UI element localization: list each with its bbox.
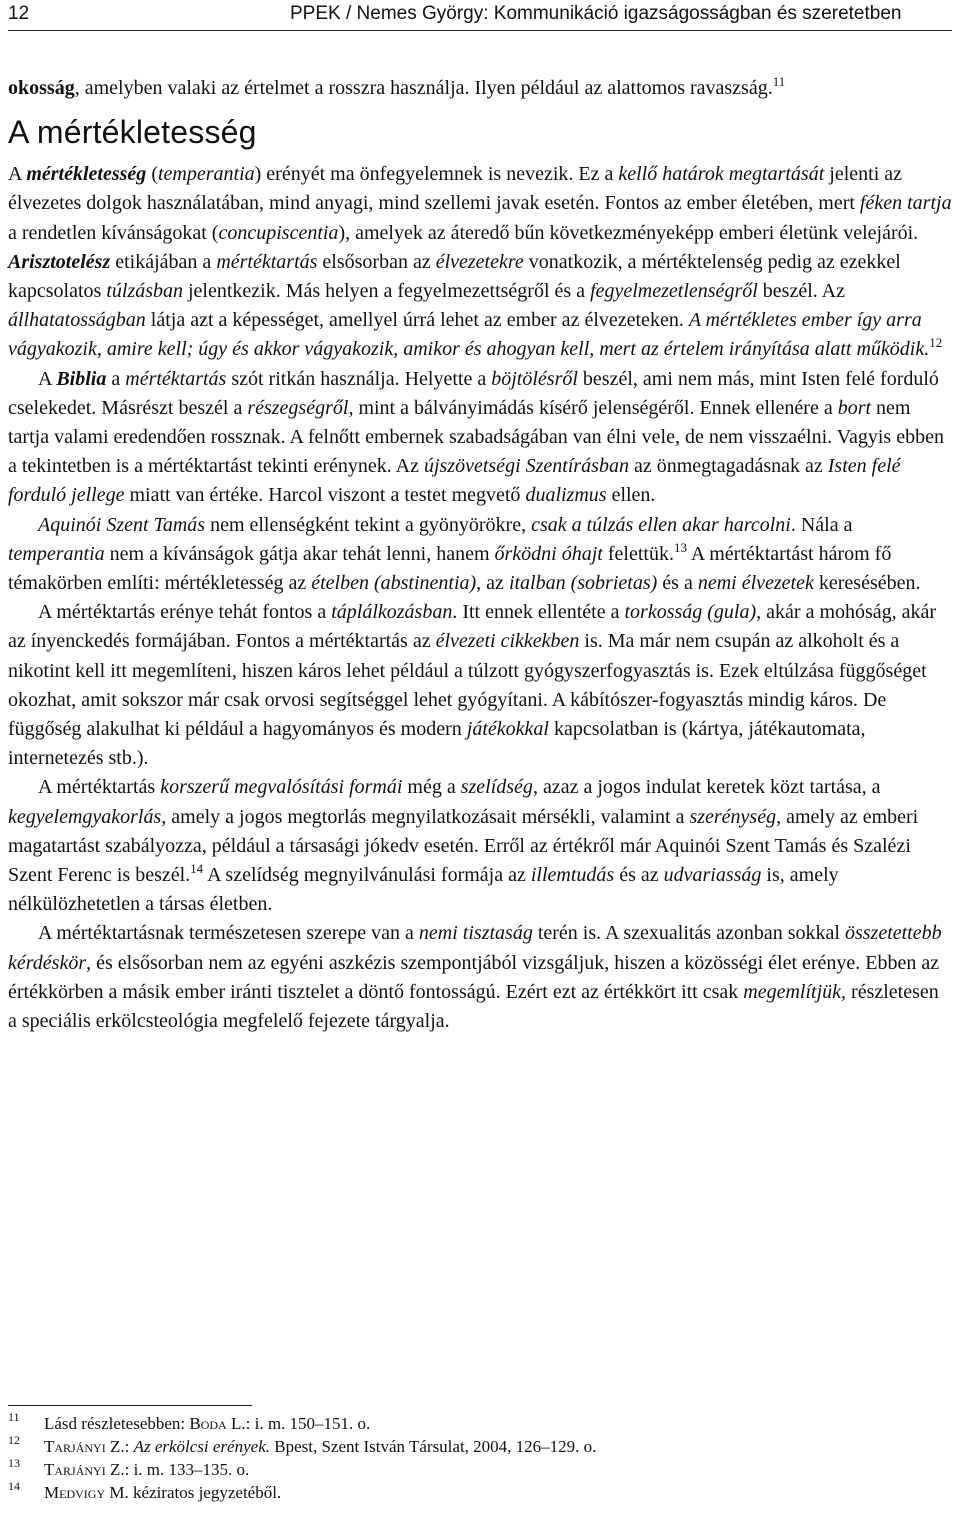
footnote-ref-13: 13 bbox=[673, 539, 687, 555]
footnotes bbox=[8, 1412, 952, 1504]
paragraph-modern-forms: A mértéktartás korszerű megvalósítási formái még a szelídség, azaz a jogos indulat keretek közt tartása, a kegyelemgyakorlás, amely a jogos megtorlás megnyilatkozásait mérsékli, valamint a szerénység, amely az emberi magatartást szabályozza, például a társasági jókedv esetén. Erről az értékről már Aquinói Szent Tamás és Szalézi Szent Ferenc is beszél.$^{14}$ A szelídség megnyilvánulási formája az illemtudás és az udvariasság is, amely nélkülözhetetlen a társas életben. bbox=[8, 776, 919, 916]
paragraph-bible: A Biblia a mértéktartás szót ritkán használja. Helyette a böjtölésről beszél, ami nem más, mint Isten felé forduló cselekedet. Másrészt beszél a részegségről, mint a bálványimádás kísérő jelenségéről. Ennek ellenére a bort nem tartja valami eredendően rossznak. A felnőtt embernek szabadságában van élni vele, de nem visszaélni. Vagyis ebben a tekintetben is a mértéktartást tekinti erénynek. Az újszövetségi Szentírásban az önmegtagadásnak az Isten felé forduló jellege miatt van értéke. Harcol viszont a testet megvető dualizmus ellen. bbox=[8, 367, 944, 507]
continued-term: okosság bbox=[8, 77, 75, 99]
page-number: 12 bbox=[8, 3, 30, 24]
footnote-ref-14: 14 bbox=[190, 861, 204, 877]
continuation-paragraph: okosság, amelyben valaki az értelmet a rosszra használja. Ilyen például az alattomos ravaszság.$^{11}$ bbox=[8, 74, 786, 99]
footnote-14: 14 Medvigy M. kéziratos jegyzetéből. bbox=[8, 1479, 282, 1502]
body-text bbox=[8, 74, 952, 1036]
paragraph-temperance-definition: A mértékletesség (temperantia) erényét ma önfegyelemnek is nevezik. Ez a kellő határok megtartását jelenti az élvezetes dolgok használatában, mind anyagi, mind szellemi javak esetén. Fontos az ember életében, mert féken tartja a rendetlen kívánságokat (concupiscentia), amelyek az áteredő bűn következményeképp emberi életünk velejárói. Arisztotelész etikájában a mértéktartás elsősorban az élvezetekre vonatkozik, a mértéktelenség pedig az ezekkel kapcsolatos túlzásban jelentkezik. Más helyen a fegyelmezettségről és a fegyelmezetlenségről beszél. Az állhatatosságban látja azt a képességet, amellyel úrrá lehet az ember az élvezeteken. A mértékletes ember így arra vágyakozik, amire kell; úgy és akkor vágyakozik, amikor és ahogyan kell, mert az értelem irányítása alatt működik.$^{12}$ bbox=[8, 163, 952, 361]
running-title: PPEK / Nemes György: Kommunikáció igazságosságban és szeretetben bbox=[290, 3, 902, 24]
footnote-12: 12 Tarjányi Z.: Az erkölcsi erények. Bpest, Szent István Társulat, 2004, 126–129. o. bbox=[8, 1433, 597, 1456]
footnote-11: 11 Lásd részletesebben: Boda L.: i. m. 150–151. o. bbox=[8, 1410, 371, 1433]
header-rule bbox=[8, 30, 952, 31]
running-header bbox=[8, 0, 952, 30]
footnote-ref-11: 11 bbox=[772, 74, 786, 89]
paragraph-chastity: A mértéktartásnak természetesen szerepe van a nemi tisztaság terén is. A szexualitás azonban sokkal összetettebb kérdéskör, és elsősorban nem az egyéni aszkézis szempontjából vizsgáljuk, hiszen a közösségi élet erénye. Ebben az értékkörben a másik ember iránti tisztelet a döntő fontosságú. Ezért ezt az értékkört itt csak megemlítjük, részletesen a speciális erkölcsteológia megfelelő fejezete tárgyalja. bbox=[8, 922, 942, 1033]
paragraph-nutrition: A mértéktartás erénye tehát fontos a táplálkozásban. Itt ennek ellentéte a torkosság (gula), akár a mohóság, akár az ínyenckedés formájában. Fontos a mértéktartás az élvezeti cikkekben is. Ma már nem csupán az alkoholt és a nikotint kell itt megemlíteni, hiszen káros lehet például a túlzott gyógyszerfogyasztás is. Ezek eltúlzása függőséget okozhat, amit sokszor már csak orvosi segítséggel lehet gyógyítani. A kábítószer-fogyasztás mindig káros. De függőség alakulhat ki például a hagyományos és modern játékokkal kapcsolatban is (kártya, játékautomata, internetezés stb.). bbox=[8, 601, 937, 770]
footnote-13: 13 Tarjányi Z.: i. m. 133–135. o. bbox=[8, 1456, 250, 1479]
footnote-ref-12: 12 bbox=[929, 335, 943, 351]
footnote-rule bbox=[8, 1405, 252, 1406]
paragraph-aquinas: Aquinói Szent Tamás nem ellenségként tekint a gyönyörökre, csak a túlzás ellen akar harcolni. Nála a temperantia nem a kívánságok gátja akar tehát lenni, hanem őrködni óhajt felettük.$^{13}$ A mértéktartást három fő témakörben említi: mértékletesség az ételben (abstinentia), az italban (sobrietas) és a nemi élvezetek keresésében. bbox=[8, 513, 921, 595]
section-heading: A mértékletesség bbox=[8, 114, 257, 151]
